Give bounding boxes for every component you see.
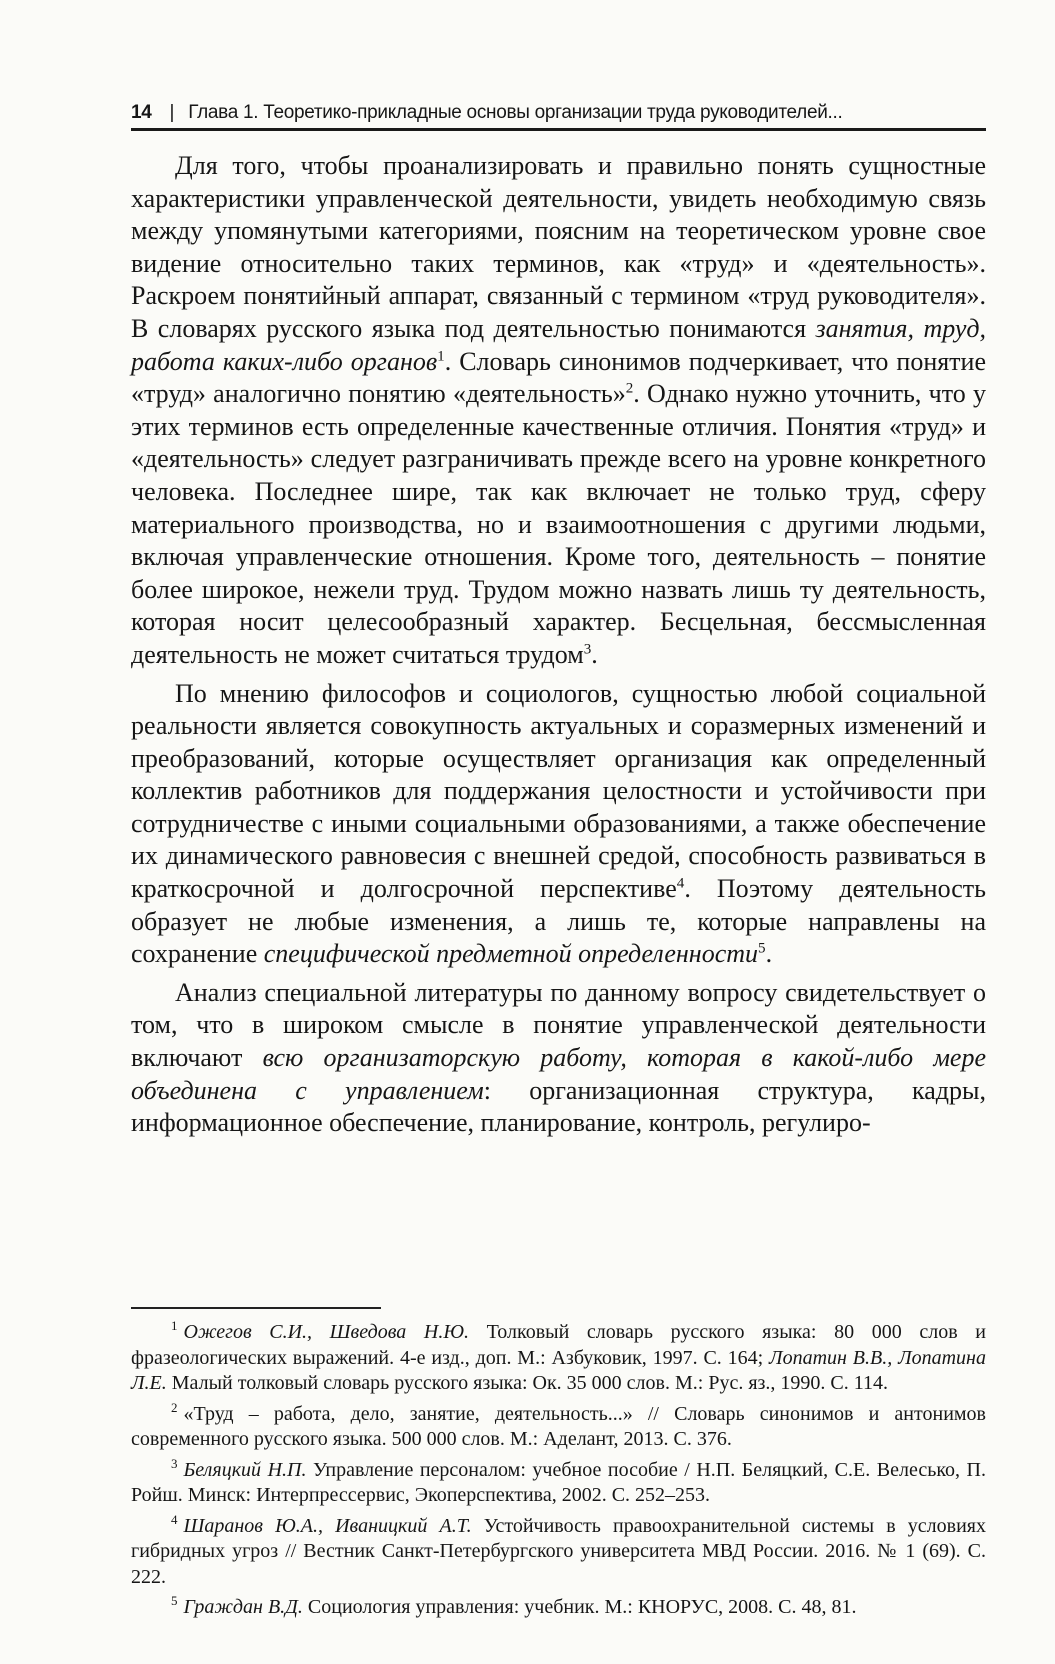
footnote-text: Социология управления: учебник. М.: КНОРУС, 2008. С. 48, 81. bbox=[302, 1596, 857, 1618]
paragraph-text: По мнению философов и социологов, сущностью любой социальной реальности является совокупность актуальных и соразмерных изменений и преобразований, которые осуществляет организация как определенный коллектив работников для поддержания целостности и устойчивости при сотрудничестве с иными социальными образованиями, а также обеспечение их динамического равновесия с внешней средой, способность развиваться в краткосрочной и долгосрочной перспективе bbox=[131, 678, 986, 904]
paragraph-text: . Словарь синонимов подчеркивает, что понятие «труд» аналогично понятию «деятельность» bbox=[131, 346, 987, 409]
footnote-1 bbox=[131, 1320, 986, 1397]
paragraph-text: Анализ специальной литературы по данному вопросу свидетельствует о том, что в широком смысле в понятие управленческой деятельности включают bbox=[131, 977, 986, 1073]
footnotes bbox=[131, 1320, 986, 1626]
paragraph-text: Для того, чтобы проанализировать и правильно понять сущностные характеристики управленческой деятельности, увидеть необходимую связь между упомянутыми категориями, поясним на теоретическом уровне свое видение относительно таких терминов, как «труд» и «деятельность». Раскроем понятийный аппарат, связанный с термином «труд руководителя». В словарях русского языка под деятельностью понимаются bbox=[131, 151, 986, 343]
footnote-authors: Лопатин В.В., Лопатина Л.Е. bbox=[131, 1346, 986, 1394]
footnote-text: Малый толковый словарь русского языка: Ок. 35 000 слов. М.: Рус. яз., 1990. С. 114. bbox=[166, 1372, 889, 1394]
chapter-title: Глава 1. Теоретико-прикладные основы организации труда руководителей... bbox=[188, 102, 843, 123]
paragraph-text: . bbox=[591, 639, 598, 669]
footnote-4 bbox=[131, 1511, 987, 1591]
paragraph-text: : организационная структура, кадры, информационное обеспечение, планирование, контроль, регулиро- bbox=[131, 1075, 986, 1138]
footnote-text: Толковый словарь русского языка: 80 000 слов и фразеологических выражений. 4-е изд., доп. М.: Азбуковик, 1997. С. 164; bbox=[131, 1321, 986, 1369]
footnote-authors: Ожегов С.И., Шведова Н.Ю. bbox=[183, 1321, 469, 1343]
footnote-text: Управление персоналом: учебное пособие / Н.П. Беляцкий, С.Е. Велесько, П. Ройш. Минск: Интерпрессервис, Экоперспектива, 2002. С. 252–253. bbox=[131, 1458, 987, 1506]
footnote-mark: 4 bbox=[171, 1511, 178, 1527]
footnote-ref: 5 bbox=[758, 940, 766, 957]
footnote-mark: 1 bbox=[171, 1318, 178, 1334]
footnote-divider bbox=[131, 1307, 381, 1309]
paragraph-text: . Поэтому деятельность образует не любые изменения, а лишь те, которые направлены на сохранение bbox=[131, 874, 987, 969]
italic-phrase: специфической предметной определенности bbox=[263, 939, 759, 969]
italic-phrase: всю организаторскую работу, которая в какой-либо мере объединена с управлением bbox=[131, 1043, 986, 1105]
page-number: 14 bbox=[131, 102, 152, 123]
main-text bbox=[131, 150, 986, 1146]
paragraph-2 bbox=[131, 678, 986, 971]
footnote-ref: 3 bbox=[583, 641, 592, 658]
footnote-mark: 3 bbox=[171, 1455, 178, 1471]
header-separator: | bbox=[169, 102, 175, 123]
footnote-mark: 5 bbox=[171, 1593, 178, 1609]
paragraph-text: . bbox=[765, 939, 773, 969]
italic-phrase: занятия, труд, работа каких-либо органов bbox=[131, 313, 987, 376]
footnote-ref: 1 bbox=[437, 347, 445, 364]
footnote-ref: 4 bbox=[676, 875, 685, 892]
footnote-authors: Шаранов Ю.А., Иваницкий А.Т. bbox=[183, 1514, 472, 1537]
footnote-text: Устойчивость правоохранительной системы в условиях гибридных угроз // Вестник Санкт-Петербургского университета МВД России. 2016. № 1 (69). С. 222. bbox=[131, 1514, 987, 1588]
running-header bbox=[131, 102, 986, 131]
footnote-2 bbox=[131, 1399, 986, 1453]
footnote-authors: Граждан В.Д. bbox=[183, 1596, 303, 1618]
footnote-ref: 2 bbox=[625, 380, 634, 397]
paragraph-text: . Однако нужно уточнить, что у этих терминов есть определенные качественные отличия. Понятия «труд» и «деятельность» следует разграничивать прежде всего на уровне конкретного человека. Последнее шире, так как включает не только труд, сферу материального производства, но и взаимоотношения с другими людьми, включая управленческие отношения. Кроме того, деятельность – понятие более широкое, нежели труд. Трудом можно назвать лишь ту деятельность, которая носит целесообразный характер. Бесцельная, бессмысленная деятельность не может считаться трудом bbox=[131, 379, 986, 669]
paragraph-1 bbox=[131, 150, 986, 672]
footnote-5 bbox=[131, 1595, 986, 1621]
footnote-3 bbox=[131, 1455, 987, 1509]
footnote-mark: 2 bbox=[171, 1399, 178, 1415]
footnote-text: «Труд – работа, дело, занятие, деятельность...» // Словарь синонимов и антонимов современного русского языка. 500 000 слов. М.: Аделант, 2013. С. 376. bbox=[131, 1402, 986, 1450]
paragraph-3 bbox=[131, 977, 986, 1140]
footnote-authors: Беляцкий Н.П. bbox=[183, 1458, 307, 1481]
